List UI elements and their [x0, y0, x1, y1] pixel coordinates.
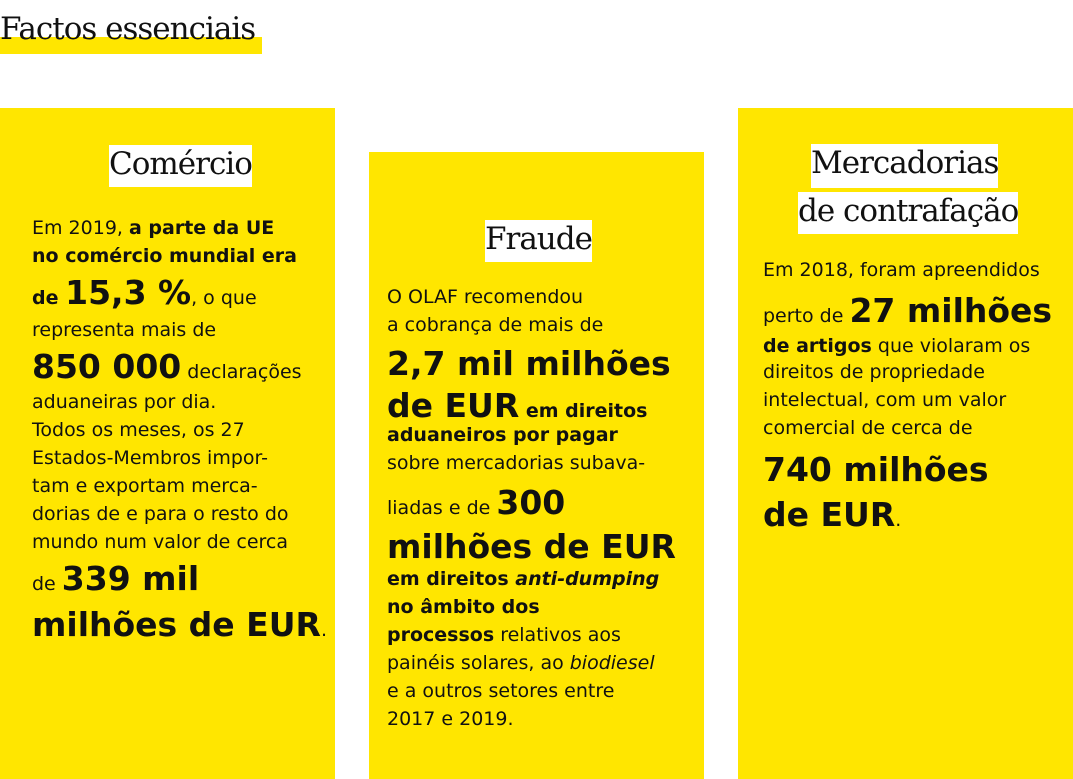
- panel-fraude: [369, 152, 704, 779]
- fraude-text-l7a: liadas e de: [387, 497, 497, 519]
- fraude-text-l12a: painéis solares, ao: [387, 652, 570, 674]
- comercio-value-share: 15,3 %: [65, 273, 192, 312]
- fraude-text-l11a: processos: [387, 624, 495, 646]
- comercio-text-l3a: de: [32, 287, 66, 309]
- contrafacao-text-l2a: perto de: [763, 305, 850, 327]
- contrafacao-value-amount: 740 milhões: [763, 450, 989, 489]
- fraude-value-antidumping: 300: [496, 483, 566, 522]
- contrafacao-text-l8b: .: [895, 509, 902, 531]
- contrafacao-text: [763, 256, 1052, 536]
- heading-comercio: Comércio: [109, 145, 252, 187]
- panel-comercio: [0, 108, 335, 779]
- fraude-text-l5: aduaneiros por pagar: [387, 424, 618, 446]
- comercio-value-trade: 339 mil: [61, 559, 200, 598]
- fraude-text-l6: sobre mercadorias subava-: [387, 452, 646, 474]
- comercio-text-l10: dorias de e para o resto do: [32, 503, 289, 525]
- panel-contrafacao: [738, 108, 1073, 779]
- comercio-text-l3b: , o que: [191, 287, 257, 309]
- contrafacao-text-l6: comercial de cerca de: [763, 417, 973, 439]
- fraude-text-l2: a cobrança de mais de: [387, 314, 604, 336]
- fraude-text-l12i: biodiesel: [569, 652, 655, 674]
- fraude-text: [387, 283, 676, 733]
- fraude-text-l1: O OLAF recomendou: [387, 286, 584, 308]
- contrafacao-text-l4: direitos de propriedade: [763, 361, 985, 383]
- comercio-text-l12a: de: [32, 573, 62, 595]
- contrafacao-text-l1: Em 2018, foram apreendidos: [763, 259, 1040, 281]
- fraude-text-l9i: anti-dumping: [515, 568, 660, 590]
- comercio-text-l6: aduaneiras por dia.: [32, 391, 217, 413]
- comercio-text-l7: Todos os meses, os 27: [32, 419, 245, 441]
- comercio-text-l9: tam e exportam merca-: [32, 475, 258, 497]
- fraude-value-amount-unit: de EUR: [387, 386, 520, 425]
- comercio-text-l2: no comércio mundial era: [32, 245, 297, 267]
- contrafacao-text-l5: intelectual, com um valor: [763, 389, 1007, 411]
- heading-contrafacao-line1: Mercadorias: [811, 144, 998, 188]
- comercio-text-l8: Estados-Membros impor-: [32, 447, 268, 469]
- fraude-text-l13: e a outros setores entre: [387, 680, 615, 702]
- comercio-value-declarations: 850 000: [32, 347, 182, 386]
- contrafacao-text-l3a: de artigos: [763, 335, 872, 357]
- fraude-text-l11b: relativos aos: [494, 624, 621, 646]
- fraude-value-antidumping-unit: milhões de EUR: [387, 527, 676, 566]
- contrafacao-value-amount-unit: de EUR: [763, 495, 896, 534]
- page-title: Factos essenciais: [0, 10, 262, 54]
- fraude-text-l10: no âmbito dos: [387, 596, 540, 618]
- fraude-text-l14: 2017 e 2019.: [387, 708, 514, 730]
- heading-fraude: Fraude: [485, 220, 592, 262]
- fraude-text-l9a: em direitos: [387, 568, 516, 590]
- comercio-value-trade-unit: milhões de EUR: [32, 605, 321, 644]
- comercio-text: [32, 214, 327, 648]
- contrafacao-text-l3b: que violaram os: [871, 335, 1031, 357]
- comercio-text-l1a: Em 2019,: [32, 217, 129, 239]
- comercio-text-l11: mundo num valor de cerca: [32, 531, 288, 553]
- comercio-text-l4: representa mais de: [32, 319, 217, 341]
- fraude-value-amount: 2,7 mil milhões: [387, 344, 671, 383]
- heading-contrafacao-line2: de contrafação: [798, 192, 1018, 234]
- comercio-text-l13b: .: [320, 619, 327, 641]
- comercio-text-l1b: a parte da UE: [129, 217, 275, 239]
- comercio-text-l5b: declarações: [181, 361, 302, 383]
- contrafacao-value-articles: 27 milhões: [849, 291, 1053, 330]
- fraude-text-l4b: em direitos: [519, 400, 648, 422]
